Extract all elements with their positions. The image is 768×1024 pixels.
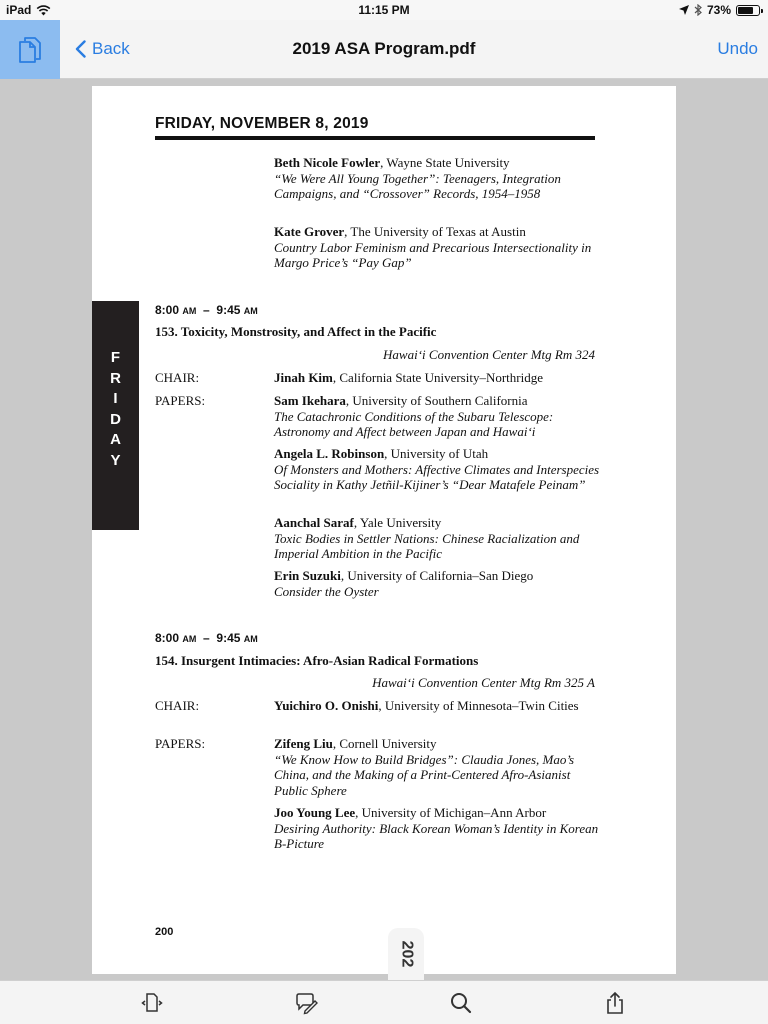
paper-title: Toxic Bodies in Settler Nations: Chinese Racialization and Imperial Ambition in the Pacific xyxy=(274,530,580,561)
time-start: 8:00 xyxy=(155,631,180,645)
day-side-tab xyxy=(92,301,139,530)
page-navigate-icon xyxy=(140,991,164,1015)
back-label: Back xyxy=(92,39,130,58)
presenter-name: Erin Suzuki xyxy=(274,568,341,583)
presenter-name: Zifeng Liu xyxy=(274,736,333,751)
session-location: Hawai‘i Convention Center Mtg Rm 324 xyxy=(383,347,595,362)
papers-label: PAPERS: xyxy=(155,736,206,751)
paper-title: Desiring Authority: Black Korean Woman’s Identity in Korean B-Picture xyxy=(274,820,599,851)
chair-label: CHAIR: xyxy=(155,370,200,385)
paper-entry xyxy=(274,568,604,599)
paper-title: Of Monsters and Mothers: Affective Climates and Interspecies Sociality in Kathy Jetñil-Kijiner’s “Dear Matafele Peinam” xyxy=(274,461,600,492)
paper-title: Country Labor Feminism and Precarious Intersectionality in Margo Price’s “Pay Gap” xyxy=(274,239,592,270)
annotate-button[interactable] xyxy=(294,991,318,1015)
paper-title: “We Know How to Build Bridges”: Claudia Jones, Mao’s China, and the Making of a Print-Centered Afro-Asianist Public Sphere xyxy=(274,751,575,798)
presenter-affiliation: , Yale University xyxy=(353,515,442,530)
search-icon xyxy=(449,991,473,1015)
page-number: 200 xyxy=(155,926,174,938)
side-tab-letter: R xyxy=(110,369,121,387)
chair-name: Yuichiro O. Onishi xyxy=(274,698,379,713)
share-icon xyxy=(603,991,627,1015)
paper-entry xyxy=(274,224,604,271)
device-name: iPad xyxy=(6,3,32,17)
page-heading: FRIDAY, NOVEMBER 8, 2019 xyxy=(155,115,369,132)
battery-icon xyxy=(736,5,760,16)
papers-label: PAPERS: xyxy=(155,393,206,408)
paper-title: Consider the Oyster xyxy=(274,583,379,599)
presenter-affiliation: , Wayne State University xyxy=(380,155,510,170)
time-start: 8:00 xyxy=(155,303,180,317)
page-navigate-button[interactable] xyxy=(140,991,164,1015)
side-tab-letter: Y xyxy=(110,451,121,469)
nav-bar xyxy=(0,20,768,79)
heading-rule xyxy=(155,136,595,140)
side-tab-letter: I xyxy=(113,390,118,407)
presenter-name: Aanchal Saraf xyxy=(274,515,354,530)
undo-button[interactable]: Undo xyxy=(717,39,758,58)
status-bar xyxy=(0,0,768,20)
chair-entry xyxy=(274,698,604,714)
paper-title: The Catachronic Conditions of the Subaru Telescope: Astronomy and Affect between Japan and Hawai‘i xyxy=(274,408,554,439)
presenter-name: Beth Nicole Fowler xyxy=(274,155,381,170)
time-separator: – xyxy=(203,631,210,645)
bottom-toolbar xyxy=(0,980,768,1024)
session-title: 154. Insurgent Intimacies: Afro-Asian Radical Formations xyxy=(155,653,479,668)
side-tab-letter: A xyxy=(110,431,121,448)
time-end: 9:45 xyxy=(216,303,241,317)
chair-label: CHAIR: xyxy=(155,698,200,713)
time-end-ampm: AM xyxy=(243,634,258,644)
status-right xyxy=(679,3,760,17)
battery-fill xyxy=(738,7,753,14)
presenter-name: Kate Grover xyxy=(274,224,345,239)
presenter-affiliation: , University of Southern California xyxy=(345,393,528,408)
status-time: 11:15 PM xyxy=(358,3,410,17)
presenter-affiliation: , University of Utah xyxy=(384,446,489,461)
presenter-name: Joo Young Lee xyxy=(274,805,356,820)
pdf-page[interactable] xyxy=(92,86,676,974)
annotate-icon xyxy=(294,991,318,1015)
paper-entry xyxy=(274,805,604,852)
time-start-ampm: AM xyxy=(182,306,197,316)
time-start-ampm: AM xyxy=(182,634,197,644)
presenter-affiliation: , University of Michigan–Ann Arbor xyxy=(355,805,547,820)
chair-affiliation: , California State University–Northridge xyxy=(332,370,543,385)
chair-entry xyxy=(274,370,604,386)
search-button[interactable] xyxy=(449,991,473,1015)
chair-name: Jinah Kim xyxy=(274,370,333,385)
page-indicator-label: 202 xyxy=(397,940,415,968)
page-indicator[interactable] xyxy=(388,928,424,980)
paper-entry xyxy=(274,155,604,202)
presenter-affiliation: , University of California–San Diego xyxy=(340,568,534,583)
time-separator: – xyxy=(203,303,210,317)
document-title: 2019 ASA Program.pdf xyxy=(292,39,476,58)
chair-affiliation: , University of Minnesota–Twin Cities xyxy=(378,698,579,713)
presenter-name: Angela L. Robinson xyxy=(274,446,385,461)
share-button[interactable] xyxy=(603,991,627,1015)
session-time xyxy=(155,303,258,320)
time-end: 9:45 xyxy=(216,631,241,645)
session-title: 153. Toxicity, Monstrosity, and Affect in the Pacific xyxy=(155,324,437,339)
bluetooth-icon xyxy=(694,4,702,16)
side-tab-letter: F xyxy=(110,349,121,366)
paper-entry xyxy=(274,515,604,562)
session-location: Hawai‘i Convention Center Mtg Rm 325 A xyxy=(372,675,595,690)
location-arrow-icon xyxy=(679,5,689,15)
session-time xyxy=(155,631,258,648)
presenter-affiliation: , The University of Texas at Austin xyxy=(344,224,526,239)
side-tab-letter: D xyxy=(110,410,121,428)
time-end-ampm: AM xyxy=(243,306,258,316)
paper-title: “We Were All Young Together”: Teenagers, Integration Campaigns, and “Crossover” Records, 1954–1958 xyxy=(274,170,561,201)
presenter-name: Sam Ikehara xyxy=(274,393,346,408)
paper-entry xyxy=(274,446,604,493)
paper-entry xyxy=(274,736,604,798)
battery-percent: 73% xyxy=(706,3,731,17)
presenter-affiliation: , Cornell University xyxy=(332,736,437,751)
paper-entry xyxy=(274,393,604,440)
